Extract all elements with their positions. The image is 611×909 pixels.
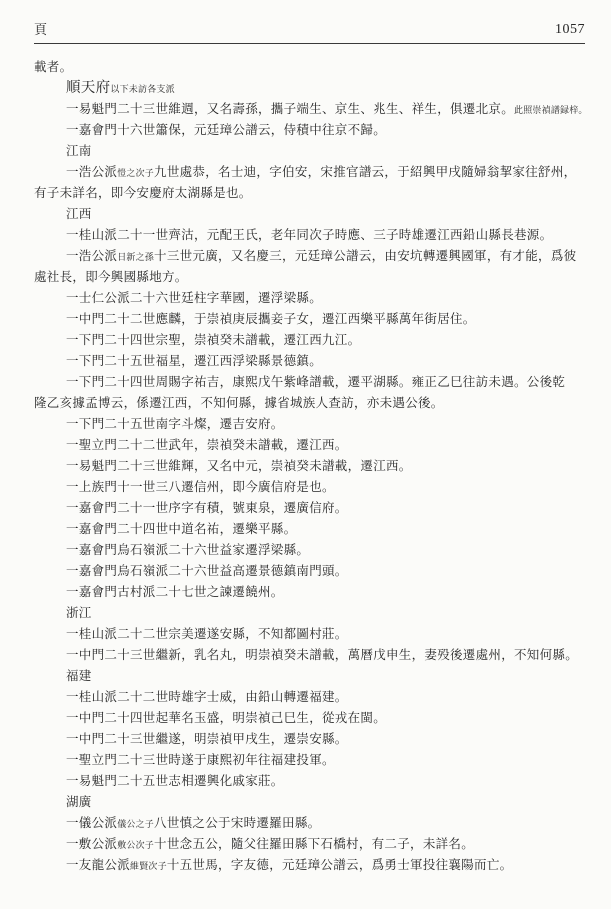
main-text: 有子未詳名，即今安慶府太湖縣是也。	[34, 186, 252, 200]
main-text: 一下門二十四世周賜字祐吉，康熙戊午紫峰譜載，遷平湖縣。雍正乙巳往訪未遇。公後乾	[66, 375, 566, 389]
main-text: 一嘉會門烏石嶺派二十六世益高遷景德鎮南門頭。	[66, 564, 348, 578]
entry-line	[34, 288, 585, 309]
section-heading	[34, 792, 585, 813]
entry-line	[34, 414, 585, 435]
main-text: 江南	[66, 144, 92, 158]
main-text: 一易魁門二十三世維輝，又名中元，崇禎癸未譜載，遷江西。	[66, 459, 412, 473]
section-heading	[34, 78, 585, 99]
main-text: 一中門二十四世起華名玉盛，明崇禎己巳生，從戎在閩。	[66, 711, 387, 725]
main-text: 一儀公派	[66, 816, 118, 830]
entry-line	[34, 435, 585, 456]
main-text: 十三世元廣，又名慶三，元廷璋公譜云，由安坑轉遷興國軍，有才能，爲彼	[154, 249, 577, 263]
entry-line	[34, 729, 585, 750]
entry-line	[34, 624, 585, 645]
section-heading	[34, 666, 585, 687]
main-text: 載者。	[34, 60, 73, 74]
main-text: 順天府	[66, 80, 111, 96]
main-text: 一嘉會門二十一世序字有積，號東泉，遷廣信府。	[66, 501, 348, 515]
continuation-line	[34, 183, 585, 204]
main-text: 一中門二十三世繼新，乳名丸，明崇禎癸未譜載，萬曆戊申生，妻殁後遷處州，不知何縣。	[66, 648, 579, 662]
section-heading	[34, 141, 585, 162]
entry-line	[34, 834, 585, 855]
entry-line	[34, 225, 585, 246]
running-head: 頁	[34, 22, 49, 37]
main-text: 湖廣	[66, 795, 92, 809]
main-text: 一易魁門二十三世維週，又名壽孫，攜子端生、京生、兆生、祥生，俱遷北京。	[66, 102, 515, 116]
main-text: 隆乙亥據孟博云，係遷江西，不知何縣，據省城族人查訪，亦未遇公後。	[34, 396, 444, 410]
section-heading	[34, 204, 585, 225]
page-body	[34, 57, 588, 876]
main-text: 一浩公派	[66, 165, 118, 179]
entry-line	[34, 645, 585, 666]
entry-line	[34, 750, 585, 771]
main-text: 一中門二十二世應麟，于崇禎庚辰攜妾子女，遷江西樂平縣萬年街居住。	[66, 312, 476, 326]
main-text: 九世處恭，名士迪，字伯安，宋推官譜云，于紹興甲戌隨婦翁挈家往舒州，	[154, 165, 577, 179]
entry-line	[34, 708, 585, 729]
entry-line	[34, 498, 585, 519]
main-text: 一桂山派二十二世時雄字士威，由鉛山轉遷福建。	[66, 690, 348, 704]
annotation-text: 敷公次子	[117, 840, 155, 850]
annotation-text: 日新之孫	[117, 252, 155, 262]
entry-line	[34, 771, 585, 792]
main-text: 十世念五公，隨父往羅田縣下石橋村，有二子，未詳名。	[154, 837, 475, 851]
entry-line	[34, 120, 585, 141]
main-text: 一上族門十一世三八遷信州，即今廣信府是也。	[66, 480, 335, 494]
entry-line	[34, 309, 585, 330]
main-text: 一下門二十四世宗聖，崇禎癸未譜載，遷江西九江。	[66, 333, 361, 347]
annotation-text: 此照崇禎譜録梓。	[514, 105, 588, 115]
page-number: 1057	[555, 22, 585, 37]
entry-line	[34, 519, 585, 540]
entry-line	[34, 162, 585, 183]
entry-line	[34, 540, 585, 561]
main-text: 一中門二十三世繼遂，明崇禎甲戌生，遷崇安縣。	[66, 732, 348, 746]
annotation-text: 維賢次子	[130, 861, 167, 871]
continuation-line	[34, 57, 585, 78]
annotation-text: 以下未訪各支派	[110, 84, 175, 94]
main-text: 八世慎之公于宋時遷羅田縣。	[154, 816, 321, 830]
entry-line	[34, 855, 585, 876]
entry-line	[34, 687, 585, 708]
entry-line	[34, 477, 585, 498]
main-text: 一易魁門二十五世志相遷興化戚家莊。	[66, 774, 284, 788]
main-text: 一浩公派	[66, 249, 118, 263]
main-text: 福建	[66, 669, 92, 683]
main-text: 一友龍公派	[66, 858, 131, 872]
entry-line	[34, 456, 585, 477]
main-text: 一士仁公派二十六世廷柱字華國，遷浮梁縣。	[66, 291, 323, 305]
entry-line	[34, 351, 585, 372]
main-text: 江西	[66, 207, 92, 221]
entry-line	[34, 561, 585, 582]
main-text: 一聖立門二十三世時遂于康熙初年往福建投軍。	[66, 753, 335, 767]
page-header	[34, 20, 585, 38]
entry-line	[34, 246, 585, 267]
main-text: 浙江	[66, 606, 92, 620]
main-text: 一桂山派二十二世宗美遷遂安縣，不知都圖村莊。	[66, 627, 348, 641]
main-text: 一下門二十五世福星，遷江西浮梁縣景德鎮。	[66, 354, 323, 368]
annotation-text: 儀公之子	[117, 819, 155, 829]
header-rule	[34, 43, 585, 44]
continuation-line	[34, 393, 585, 414]
entry-line	[34, 582, 585, 603]
entry-line	[34, 330, 585, 351]
annotation-text: 愷之次子	[117, 168, 155, 178]
main-text: 一敷公派	[66, 837, 118, 851]
entry-line	[34, 99, 588, 120]
entry-line	[34, 372, 585, 393]
entry-line	[34, 813, 585, 834]
main-text: 一聖立門二十二世武年，崇禎癸未譜載，遷江西。	[66, 438, 348, 452]
continuation-line	[34, 267, 585, 288]
main-text: 一嘉會門古村派二十七世之諫遷饒州。	[66, 585, 284, 599]
main-text: 一下門二十五世南字斗燦，遷吉安府。	[66, 417, 284, 431]
section-heading	[34, 603, 585, 624]
main-text: 處社長，即今興國縣地方。	[34, 270, 188, 284]
main-text: 十五世馬，字友德，元廷璋公譜云，爲勇士軍投往襄陽而亡。	[166, 858, 513, 872]
main-text: 一桂山派二十一世齊沽，元配王氏，老年同次子時應、三子時雄遷江西鉛山縣長巷源。	[66, 228, 553, 242]
main-text: 一嘉會門烏石嶺派二十六世益家遷浮梁縣。	[66, 543, 310, 557]
main-text: 一嘉會門二十四世中道名祐，遷樂平縣。	[66, 522, 297, 536]
main-text: 一嘉會門十六世簫保，元廷璋公譜云，侍積中往京不歸。	[66, 123, 387, 137]
